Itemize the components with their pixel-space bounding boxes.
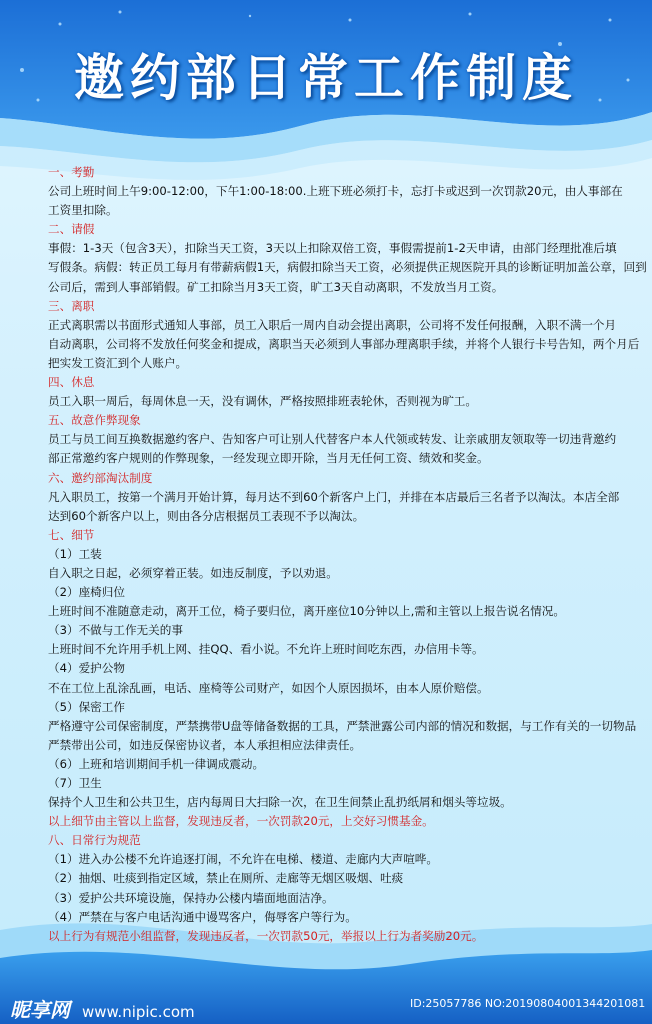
rule-line: 达到60个新客户以上，则由各分店根据员工表现不予以淘汰。: [48, 508, 365, 523]
logo-text: 昵享网: [10, 998, 70, 1022]
rule-line: 员工与员工间互换数据邀约客户、告知客户可让别人代替客户本人代领或转发、让亲戚朋友领取等一切违背邀约: [48, 432, 617, 447]
rule-line: 部正常邀约客户规则的作弊现象，一经发现立即开除，当月无任何工资、绩效和奖金。: [48, 451, 489, 466]
rule-line: （5）保密工作: [48, 699, 125, 714]
rule-line: 保持个人卫生和公共卫生，店内每周日大扫除一次，在卫生间禁止乱扔纸屑和烟头等垃圾。: [48, 795, 512, 810]
rule-line: （6）上班和培训期间手机一律调成震动。: [48, 756, 265, 771]
rule-line: （4）爱护公物: [48, 661, 125, 676]
rule-line: 上班时间不允许用手机上网、挂QQ、看小说。不允许上班时间吃东西，办信用卡等。: [48, 642, 484, 657]
rule-line: （4）严禁在与客户电话沟通中谩骂客户，侮辱客户等行为。: [48, 909, 357, 924]
rule-line: （2）座椅归位: [48, 585, 125, 600]
rule-line: 把实发工资汇到个人账户。: [48, 355, 188, 370]
section-heading: 八、日常行为规范: [48, 833, 141, 848]
rule-line: 公司上班时间上午9:00-12:00，下午1:00-18:00.上班下班必须打卡，忘打卡或迟到一次罚款20元，由人事部在: [48, 184, 623, 199]
page-title: 邀约部日常工作制度: [74, 48, 578, 107]
section-heading: 二、请假: [48, 222, 95, 237]
rule-line: 严禁带出公司，如违反保密协议者，本人承担相应法律责任。: [48, 737, 362, 752]
rule-line: 员工入职一周后，每周休息一天，没有调休，严格按照排班表轮休，否则视为旷工。: [48, 394, 477, 409]
rule-line: （1）进入办公楼不允许追逐打闹，不允许在电梯、楼道、走廊内大声喧哗。: [48, 852, 438, 867]
section-heading: 五、故意作弊现象: [48, 413, 141, 428]
rule-line: 凡入职员工，按第一个满月开始计算，每月达不到60个新客户上门，并排在本店最后三名者予以淘汰。本店全部: [48, 489, 620, 504]
section-heading: 四、休息: [48, 375, 95, 390]
section-heading: 一、考勤: [48, 165, 95, 179]
rule-line: 自动离职，公司将不发放任何奖金和提成，离职当天必须到人事部办理离职手续，并将个人银行卡号告知，两个月后: [48, 336, 640, 351]
rule-line: 事假：1-3天（包含3天），扣除当天工资，3天以上扣除双倍工资，事假需提前1-2天申请，由部门经理批准后填: [48, 241, 617, 256]
rule-line: 严格遵守公司保密制度，严禁携带U盘等储备数据的工具，严禁泄露公司内部的情况和数据，与工作有关的一切物品: [48, 718, 637, 733]
rule-line: 不在工位上乱涂乱画，电话、座椅等公司财产，如因个人原因损坏，由本人原价赔偿。: [48, 680, 489, 695]
rule-line: 公司后，需到人事部销假。矿工扣除当月3天工资，旷工3天自动离职，不发放当月工资。: [48, 279, 504, 294]
rule-line: 工资里扣除。: [48, 203, 118, 218]
rule-line: 自入职之日起，必须穿着正装。如违反制度，予以劝退。: [48, 565, 338, 580]
penalty-note: 以上细节由主管以上监督，发现违反者，一次罚款20元，上交好习惯基金。: [48, 814, 434, 829]
section-heading: 七、细节: [48, 527, 95, 542]
rule-line: 正式离职需以书面形式通知人事部，员工入职后一周内自动会提出离职，公司将不发任何报酬，入职不满一个月: [48, 317, 617, 332]
image-id-text: ID:25057786 NO:20190804001344201081: [410, 997, 646, 1010]
rule-line: （3）不做与工作无关的事: [48, 623, 183, 638]
rule-line: （1）工装: [48, 546, 102, 561]
rule-line: 上班时间不准随意走动，离开工位，椅子要归位，离开座位10分钟以上,需和主管以上报告说名情况。: [48, 604, 565, 619]
watermark-logo: [10, 994, 195, 1023]
section-heading: 六、邀约部淘汰制度: [48, 470, 153, 485]
section-heading: 三、离职: [48, 298, 95, 313]
logo-site: www.nipic.com: [82, 1003, 195, 1021]
rule-line: （7）卫生: [48, 776, 102, 790]
penalty-note: 以上行为有规范小组监督，发现违反者，一次罚款50元，举报以上行为者奖励20元。: [48, 928, 484, 943]
rule-line: （2）抽烟、吐痰到指定区域，禁止在厕所、走廊等无烟区吸烟、吐痰: [48, 871, 404, 886]
rule-line: 写假条。病假：转正员工每月有带薪病假1天，病假扣除当天工资，必须提供正规医院开具的诊断证明加盖公章，回到: [48, 260, 647, 275]
rule-line: （3）爱护公共环境设施，保持办公楼内墙面地面洁净。: [48, 890, 334, 905]
rules-content: [48, 163, 652, 946]
